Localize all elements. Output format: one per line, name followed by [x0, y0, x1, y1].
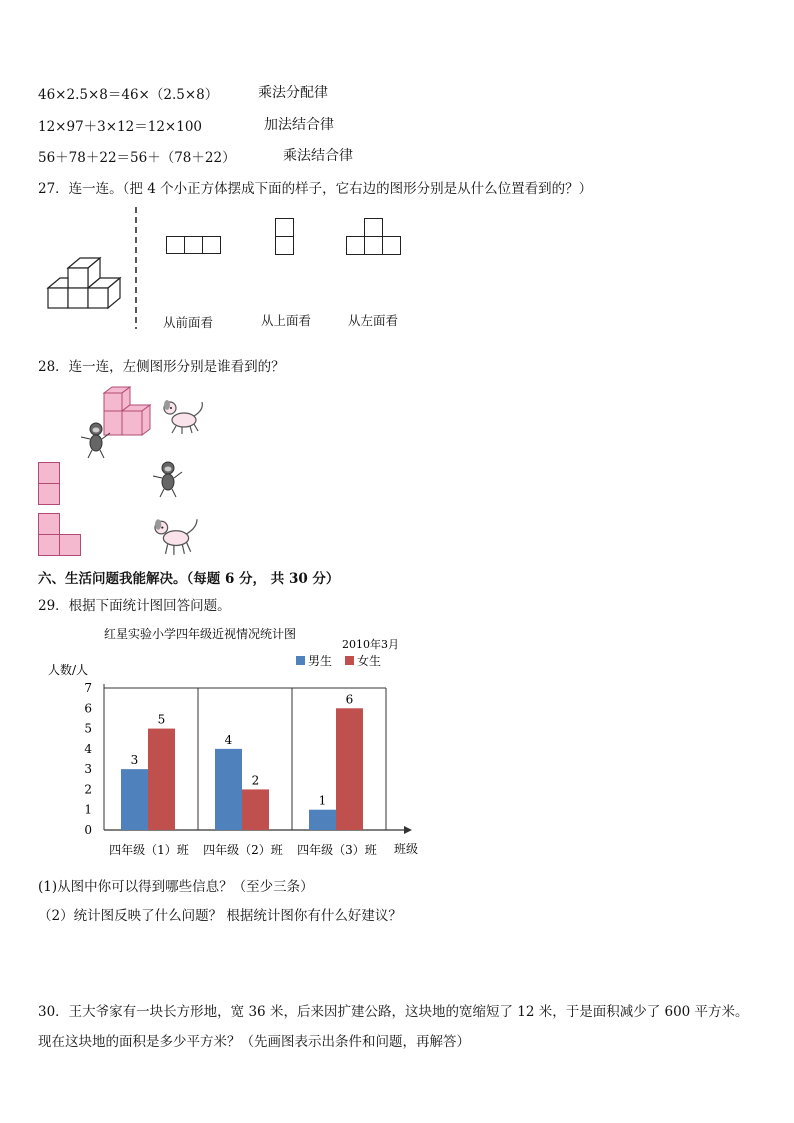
chart-subtitle: 2010年3月	[342, 638, 399, 651]
law-name-2: 加法结合律	[264, 117, 334, 133]
q29-title: 29．根据下面统计图回答问题。	[38, 598, 231, 614]
y-tick-label: 6	[84, 701, 92, 716]
q28-title: 28．连一连，左侧图形分别是谁看到的？	[38, 359, 285, 375]
section6-title: 六、生活问题我能解决。（每题 6 分， 共 30 分）	[38, 571, 340, 587]
q30-line1: 30．王大爷家有一块长方形地，宽 36 米，后来因扩建公路，这块地的宽缩短了 12 米，于是面积减少了 600 平方米。	[38, 1004, 749, 1020]
dog-icon	[160, 396, 208, 436]
bar-value-label: 6	[345, 692, 354, 707]
x-axis-arrow	[404, 826, 412, 834]
monkey-icon	[78, 421, 114, 461]
bar-girls	[148, 729, 175, 830]
x-axis-label: 班级	[394, 842, 419, 856]
view-label-left: 从左面看	[348, 313, 399, 328]
q29-sub1: (1)从图中你可以得到哪些信息？（至少三条）	[38, 879, 314, 895]
y-tick-label: 7	[84, 681, 92, 695]
law-expression-1: 46×2.5×8＝46×（2.5×8）	[38, 87, 219, 103]
x-category-label: 四年级（1）班	[109, 843, 189, 857]
bar-value-label: 2	[251, 773, 260, 788]
bar-boys	[215, 749, 242, 830]
law-expression-3: 56＋78＋22＝56＋（78＋22）	[38, 150, 236, 166]
y-tick-label: 2	[84, 782, 92, 797]
bar-boys	[309, 810, 336, 830]
dashed-divider	[133, 207, 139, 329]
y-tick-label: 1	[84, 802, 92, 817]
law-expression-2: 12×97＋3×12＝12×100	[38, 119, 203, 135]
y-tick-label: 0	[84, 823, 92, 837]
x-category-label: 四年级（2）班	[203, 843, 283, 857]
legend-label-girls: 女生	[357, 654, 382, 668]
legend-swatch-boys	[296, 656, 305, 665]
q29-sub2: （2）统计图反映了什么问题？ 根据统计图你有什么好建议？	[38, 908, 402, 924]
bar-girls	[336, 708, 363, 830]
y-tick-label: 5	[84, 721, 92, 736]
bar-value-label: 3	[130, 753, 139, 768]
q27-title: 27．连一连。（把 4 个小正方体摆成下面的样子，它右边的图形分别是从什么位置看到的？）	[38, 181, 593, 197]
myopia-bar-chart	[40, 622, 440, 862]
y-tick-label: 3	[84, 762, 92, 777]
law-name-3: 乘法结合律	[283, 148, 353, 164]
bar-value-label: 5	[157, 712, 166, 727]
legend-label-boys: 男生	[308, 654, 333, 668]
bar-boys	[121, 769, 148, 830]
x-category-label: 四年级（3）班	[297, 843, 377, 857]
bar-value-label: 4	[224, 732, 233, 747]
legend-swatch-girls	[345, 656, 354, 665]
bar-value-label: 1	[318, 793, 327, 808]
bar-girls	[242, 789, 269, 830]
y-axis-label: 人数/人	[48, 663, 89, 677]
dog-icon	[150, 515, 202, 557]
view-label-front: 从前面看	[163, 315, 214, 330]
law-name-1: 乘法分配律	[258, 85, 328, 101]
chart-title: 红星实验小学四年级近视情况统计图	[104, 627, 297, 641]
cube-stack-figure	[44, 254, 124, 314]
monkey-icon	[150, 460, 186, 500]
q30-line2: 现在这块地的面积是多少平方米？（先画图表示出条件和问题，再解答）	[38, 1034, 470, 1050]
y-tick-label: 4	[84, 741, 92, 756]
view-label-top: 从上面看	[261, 313, 312, 328]
